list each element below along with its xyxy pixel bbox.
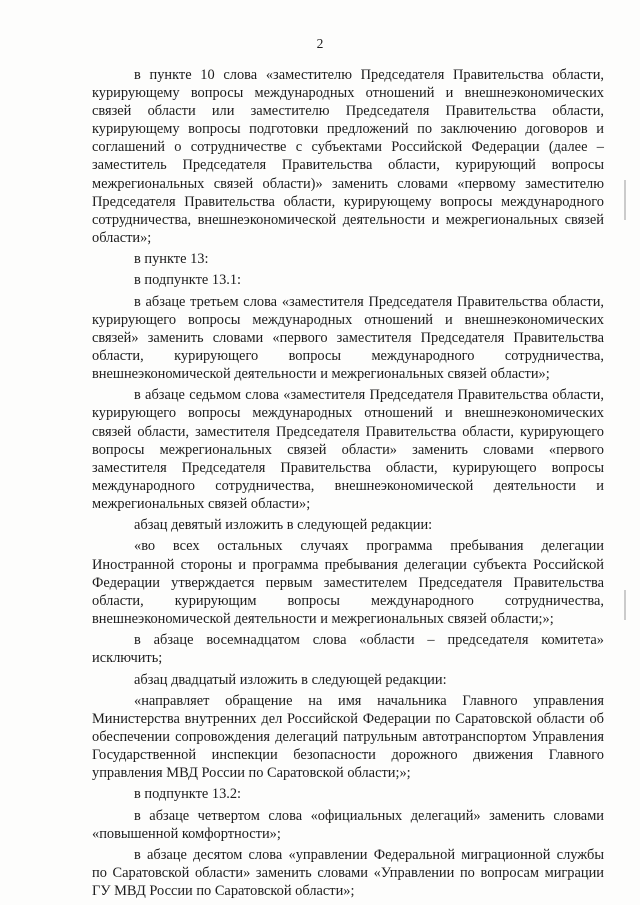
document-body — [92, 66, 604, 904]
paragraph-abzac-10: в абзаце десятом слова «управлении Федеральной миграционной службы по Саратовской области» заменить словами «Управлении по вопросам миграции ГУ МВД России по Саратовской области»; — [92, 847, 604, 900]
paragraph-abzac-7: в абзаце седьмом слова «заместителя Председателя Правительства области, курирующего вопросы международных отношений и внешнеэкономических связей области, заместителя Председателя Правительства области, курирующего вопросы межрегиональных связей области» заменить словами «первого заместителя Председателя Правительства области, курирующего вопросы международного сотрудничества, внешнеэкономической деятельности и межрегиональных связей области»; — [92, 387, 604, 512]
paragraph-item-10: в пункте 10 слова «заместителю Председателя Правительства области, курирующему вопросы международных отношений и внешнеэкономических связей области или заместителю Председателя Правительства области, курирующему вопросы подготовки предложений по заключению договоров и соглашений о сотрудничестве с субъектами Российской Федерации (далее – заместитель Председателя Правительства области, курирующий вопросы межрегиональных связей области)» заменить словами «первому заместителю Председателя Правительства области, курирующему вопросы международного сотрудничества, внешнеэкономической деятельности и межрегиональных связей области»; — [92, 67, 604, 246]
paragraph-abzac-18: в абзаце восемнадцатом слова «области – председателя комитета» исключить; — [92, 632, 604, 667]
paragraph-item-13: в пункте 13: — [134, 251, 209, 268]
paragraph-abzac-20-text: «направляет обращение на имя начальника Главного управления Министерства внутренних дел Российской Федерации по Саратовской области об обеспечении сопровождения делегаций патрульным автотранспортом Управления Государственной инспекции безопасности дорожного движения Главного управления МВД России по Саратовской области;»; — [92, 692, 604, 782]
paragraph-abzac-4: в абзаце четвертом слова «официальных делегаций» заменить словами «повышенной комфортности»; — [92, 807, 604, 842]
paragraph-subitem-13-1: в подпункте 13.1: — [134, 272, 242, 289]
scan-artifact — [624, 590, 626, 620]
paragraph-subitem-13-2: в подпункте 13.2: — [134, 786, 242, 803]
paragraph-abzac-20-intro: абзац двадцатый изложить в следующей редакции: — [134, 671, 447, 688]
page-number: 2 — [316, 36, 324, 51]
paragraph-abzac-3: в абзаце третьем слова «заместителя Председателя Правительства области, курирующего вопросы международных отношений и внешнеэкономических связей» заменить словами «первого заместителя Председателя Правительства области, курирующего вопросы международного сотрудничества, внешнеэкономической деятельности и межрегиональных связей области»; — [92, 293, 604, 383]
paragraph-abzac-9-text: «во всех остальных случаях программа пребывания делегации Иностранной стороны и программа пребывания делегации субъекта Российской Федерации утверждается первым заместителем Председателя Правительства области, курирующим вопросы международного сотрудничества, внешнеэкономической деятельности и межрегиональных связей области;»; — [92, 538, 604, 627]
paragraph-abzac-9-intro: абзац девятый изложить в следующей редакции: — [134, 517, 433, 534]
scan-artifact — [624, 180, 626, 220]
